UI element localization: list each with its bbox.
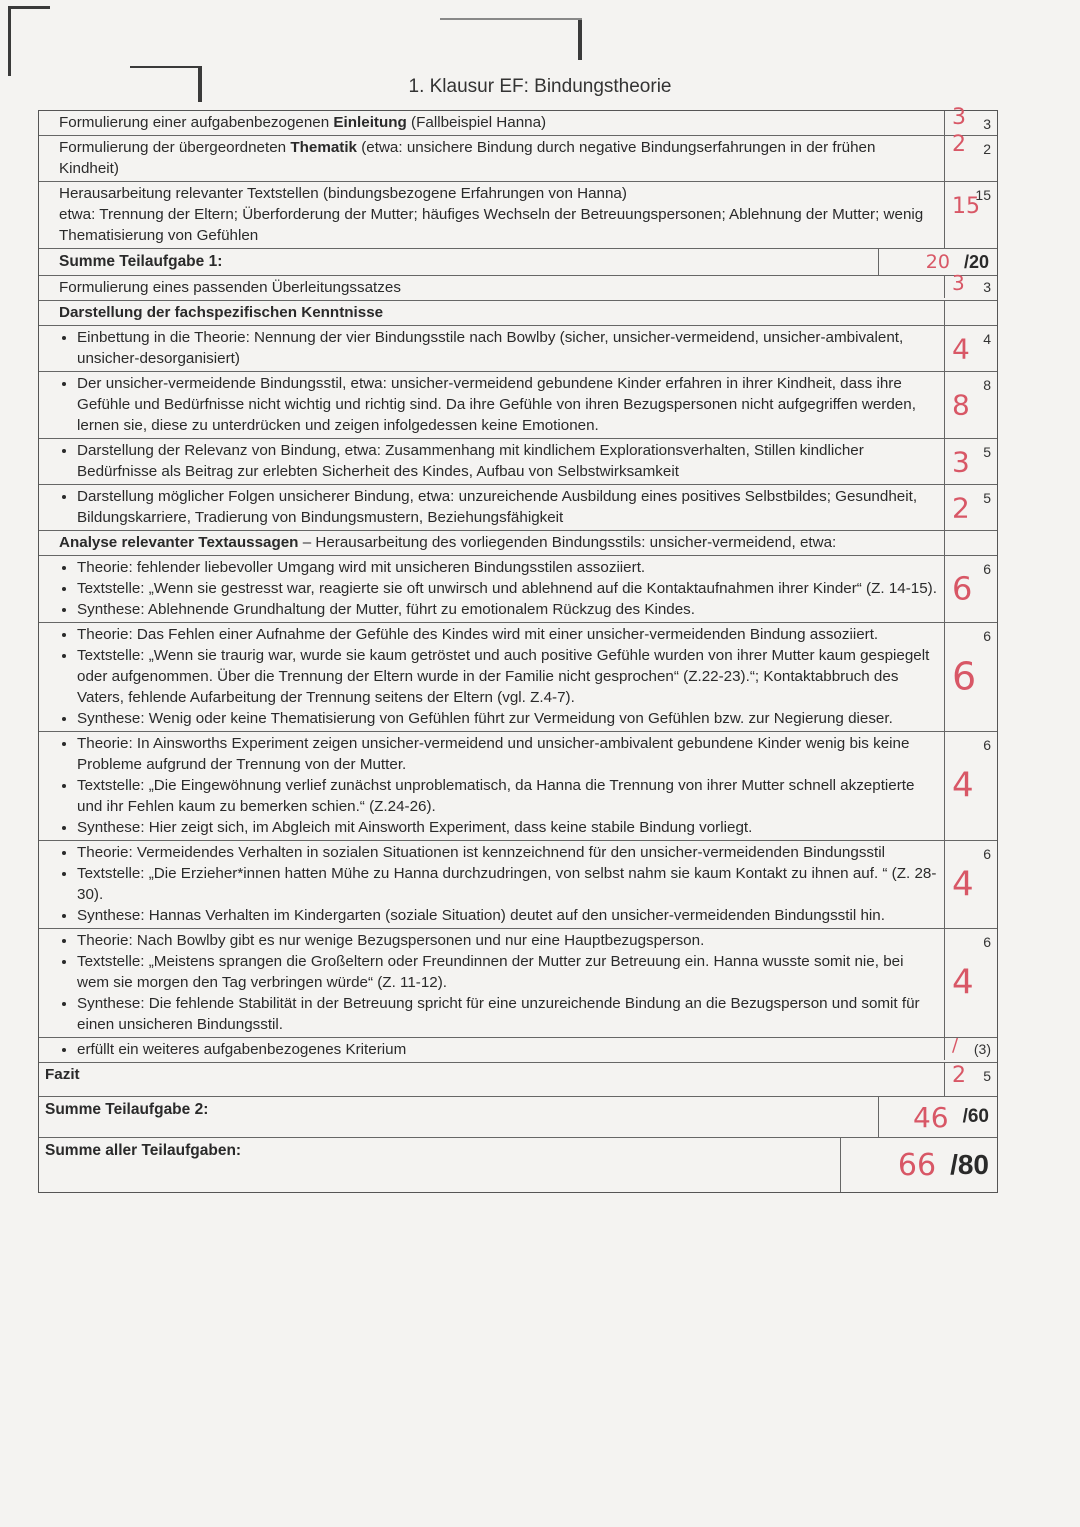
theory-item: • Theorie: In Ainsworths Experiment zeigen unsicher-vermeidend und unsicher-ambivalent gebundene Kinder wenig bis keine Probleme aufgrund der Trennung von der Mutter. — [77, 733, 938, 775]
points-cell — [944, 732, 997, 840]
awarded-points: 3 — [952, 271, 965, 295]
awarded-points: 3 — [952, 445, 970, 478]
max-points: (3) — [973, 1041, 991, 1057]
sum-part1-max: /20 — [963, 251, 989, 272]
theory-item: • Theorie: Vermeidendes Verhalten in sozialen Situationen ist kennzeichnend für den unsicher-vermeidenden Bindungsstil — [77, 842, 938, 863]
max-points: 4 — [983, 331, 991, 347]
points-cell — [944, 301, 997, 325]
points-cell — [944, 1063, 997, 1096]
synthesis-item: • Synthese: Hier zeigt sich, im Abgleich mit Ainsworth Experiment, dass keine stabile Bindung vorliegt. — [77, 817, 938, 838]
points-cell — [944, 841, 997, 928]
points-cell — [944, 623, 997, 731]
awarded-points: 4 — [952, 962, 974, 1003]
synthesis-item: • Synthese: Ablehnende Grundhaltung der Mutter, führt zu emotionalem Rückzug des Kindes. — [77, 599, 938, 620]
awarded-points: 3 — [952, 105, 966, 130]
criterion-row — [39, 928, 997, 1037]
max-points: 6 — [983, 737, 991, 753]
quote-item: • Textstelle: „Wenn sie gestresst war, reagierte sie oft unwirsch und ablehnend auf die Kontaktaufnahmen ihrer Kinder“ (Z. 14-15). — [77, 578, 938, 599]
criterion-text: • Einbettung in die Theorie: Nennung der vier Bindungsstile nach Bowlby (sicher, unsicher-vermeidend, unsicher-ambivalent, unsicher-desorganisiert) — [77, 327, 938, 369]
grading-table — [38, 105, 998, 1193]
theory-item: • Theorie: Das Fehlen einer Aufnahme der Gefühle des Kindes wird mit einer unsicher-vermeidenden Bindung assoziiert. — [77, 624, 938, 645]
points-cell — [944, 372, 997, 438]
awarded-points: 2 — [952, 491, 970, 524]
points-cell — [944, 531, 997, 555]
max-points: 3 — [983, 116, 991, 132]
points-cell — [944, 929, 997, 1037]
criterion-row — [39, 438, 997, 484]
scan-mark — [130, 66, 202, 68]
total-label: Summe aller Teilaufgaben: — [45, 1142, 242, 1159]
awarded-points: 2 — [952, 1063, 966, 1088]
max-points: 6 — [983, 561, 991, 577]
criterion-row — [39, 840, 997, 928]
max-points: 5 — [983, 490, 991, 506]
analysis-heading — [39, 531, 944, 555]
points-cell — [944, 132, 997, 181]
criterion-row — [39, 271, 997, 300]
criterion-row — [39, 1037, 997, 1062]
max-points: 8 — [983, 377, 991, 393]
sum-part1-label: Summe Teilaufgabe 1: — [59, 253, 223, 270]
points-cell — [944, 326, 997, 371]
max-points: 5 — [983, 444, 991, 460]
page-title: 1. Klausur EF: Bindungstheorie — [408, 76, 672, 97]
sum-part1-box — [878, 249, 997, 275]
criterion-text: • Darstellung der Relevanz von Bindung, etwa: Zusammenhang mit kindlichem Explorationsverhalten, Stillen kindlicher Bedürfnisse als Beitrag zur erlebten Sicherheit des Kindes, Aufbau von Selbstwirksamkeit — [77, 440, 938, 482]
analysis-heading-rest: – Herausarbeitung des vorliegenden Bindungsstils: unsicher-vermeidend, etwa: — [298, 534, 837, 551]
sum-part2-label: Summe Teilaufgabe 2: — [45, 1101, 209, 1118]
sum-part2-row — [39, 1096, 997, 1137]
points-cell — [944, 485, 997, 530]
knowledge-heading: Darstellung der fachspezifischen Kenntnisse — [59, 304, 384, 321]
criterion-row — [39, 731, 997, 840]
max-points: 5 — [983, 1068, 991, 1084]
max-points: 6 — [983, 628, 991, 644]
awarded-points: / — [952, 1035, 959, 1056]
criterion-text: Formulierung eines passenden Überleitungssatzes — [59, 279, 401, 296]
awarded-points: 6 — [952, 654, 977, 699]
synthesis-item: • Synthese: Hannas Verhalten im Kindergarten (soziale Situation) deutet auf den unsicher-vermeidenden Bindungsstil hin. — [77, 905, 938, 926]
criterion-row — [39, 325, 997, 371]
sum-part2-max: /60 — [962, 1106, 989, 1127]
criterion-row — [39, 622, 997, 731]
fazit-row — [39, 1062, 997, 1096]
max-points: 2 — [983, 141, 991, 157]
scan-mark — [440, 18, 582, 20]
theory-item: • Theorie: Nach Bowlby gibt es nur wenige Bezugspersonen und nur eine Hauptbezugsperson. — [77, 930, 938, 951]
analysis-heading-bold: Analyse relevanter Textaussagen — [59, 534, 299, 551]
scan-mark — [8, 6, 50, 9]
criterion-row — [39, 371, 997, 438]
awarded-points: 6 — [952, 569, 973, 608]
points-cell — [944, 556, 997, 622]
criterion-text: • Darstellung möglicher Folgen unsicherer Bindung, etwa: unzureichende Ausbildung eines positives Selbstbildes; Gesundheit, Bildungskarriere, Tradierung von Bindungsmustern, Beziehungsfähigkeit — [77, 486, 938, 528]
sum-part2-awarded: 46 — [912, 1100, 949, 1134]
scan-mark — [578, 20, 582, 60]
sum-part1-row — [39, 248, 997, 275]
quote-item: • Textstelle: „Die Eingewöhnung verlief zunächst unproblematisch, da Hanna die Trennung von ihrer Mutter schnell akzeptierte und ihr Fehlen kaum zu bemerken schien.“ (Z.24-26). — [77, 775, 938, 817]
awarded-points: 4 — [952, 864, 974, 904]
total-max: /80 — [950, 1149, 989, 1180]
points-cell — [944, 271, 997, 298]
total-awarded: 66 — [897, 1147, 937, 1183]
points-cell — [944, 182, 997, 248]
max-points: 3 — [983, 279, 991, 295]
quote-item: • Textstelle: „Die Erzieher*innen hatten Mühe zu Hanna durchzudringen, von selbst nahm sie kaum Kontakt zu ihnen auf. “ (Z. 28-30). — [77, 863, 938, 905]
awarded-points: 2 — [952, 132, 966, 157]
max-points: 6 — [983, 934, 991, 950]
criterion-row — [39, 132, 997, 181]
points-cell — [944, 1035, 997, 1060]
sum-part2-box — [878, 1097, 997, 1137]
scan-mark — [8, 6, 11, 76]
criterion-text: Formulierung einer aufgabenbezogenen Einleitung (Fallbeispiel Hanna) — [59, 114, 547, 131]
points-cell — [944, 439, 997, 484]
quote-item: • Textstelle: „Meistens sprangen die Großeltern oder Freundinnen der Mutter zur Betreuung ein. Hanna wusste somit nie, bei wem sie morgen den Tag verbringen würde“ (Z. 11-12). — [77, 951, 938, 993]
synthesis-item: • Synthese: Wenig oder keine Thematisierung von Gefühlen führt zur Vermeidung von Gefühlen bzw. zur Negierung dieser. — [77, 708, 938, 729]
criterion-text: Formulierung der übergeordneten Thematik (etwa: unsichere Bindung durch negative Bindungserfahrungen in der frühen Kindheit) — [59, 139, 876, 177]
total-row — [39, 1137, 997, 1192]
max-points: 15 — [975, 187, 991, 203]
quote-item: • Textstelle: „Wenn sie traurig war, wurde sie kaum getröstet und auch positive Gefühle wurden von ihrer Mutter kaum gespiegelt oder aufgenommen. Über die Trennung der Eltern wurde in der Familie nicht gesprochen“ (Z.22-23).“; Kontaktabbruch des Vaters, fehlende Aufarbeitung der Trennung seitens der Eltern (vgl. Z.4-7). — [77, 645, 938, 708]
criterion-text: • erfüllt ein weiteres aufgabenbezogenes Kriterium — [77, 1039, 938, 1060]
criterion-text: Herausarbeitung relevanter Textstellen (bindungsbezogene Erfahrungen von Hanna) etwa: Trennung der Eltern; Überforderung der Mutter; häufiges Wechseln der Betreuungspersonen; Ablehnung der Mutter; wenig Thematisierung von Gefühlen — [59, 185, 924, 244]
awarded-points: 4 — [952, 765, 974, 806]
synthesis-item: • Synthese: Die fehlende Stabilität in der Betreuung spricht für eine unzureichende Bindung an die Bezugsperson und somit für einen unsicheren Bindungsstil. — [77, 993, 938, 1035]
section-heading-row — [39, 530, 997, 555]
criterion-text: • Der unsicher-vermeidende Bindungsstil, etwa: unsicher-vermeidend gebundene Kinder erfahren in ihrer Kindheit, dass ihre Gefühle und Bedürfnisse nicht wichtig und richtig sind. Da ihre Gefühle von ihren Bezugspersonen nicht aufgegriffen werden, lernen sie, diese zu unterdrücken und zeigen infolgedessen keine Emotionen. — [77, 373, 938, 436]
awarded-points: 15 — [952, 194, 980, 219]
section-heading-row — [39, 300, 997, 325]
theory-item: • Theorie: fehlender liebevoller Umgang wird mit unsicheren Bindungsstilen assoziiert. — [77, 557, 938, 578]
fazit-label: Fazit — [45, 1066, 80, 1083]
criterion-row — [39, 484, 997, 530]
total-box — [840, 1138, 997, 1192]
awarded-points: 4 — [952, 332, 970, 365]
criterion-row — [39, 555, 997, 622]
criterion-row — [39, 105, 997, 135]
sum-part1-awarded: 20 — [925, 251, 950, 273]
awarded-points: 8 — [952, 388, 970, 422]
criterion-row — [39, 181, 997, 248]
max-points: 6 — [983, 846, 991, 862]
